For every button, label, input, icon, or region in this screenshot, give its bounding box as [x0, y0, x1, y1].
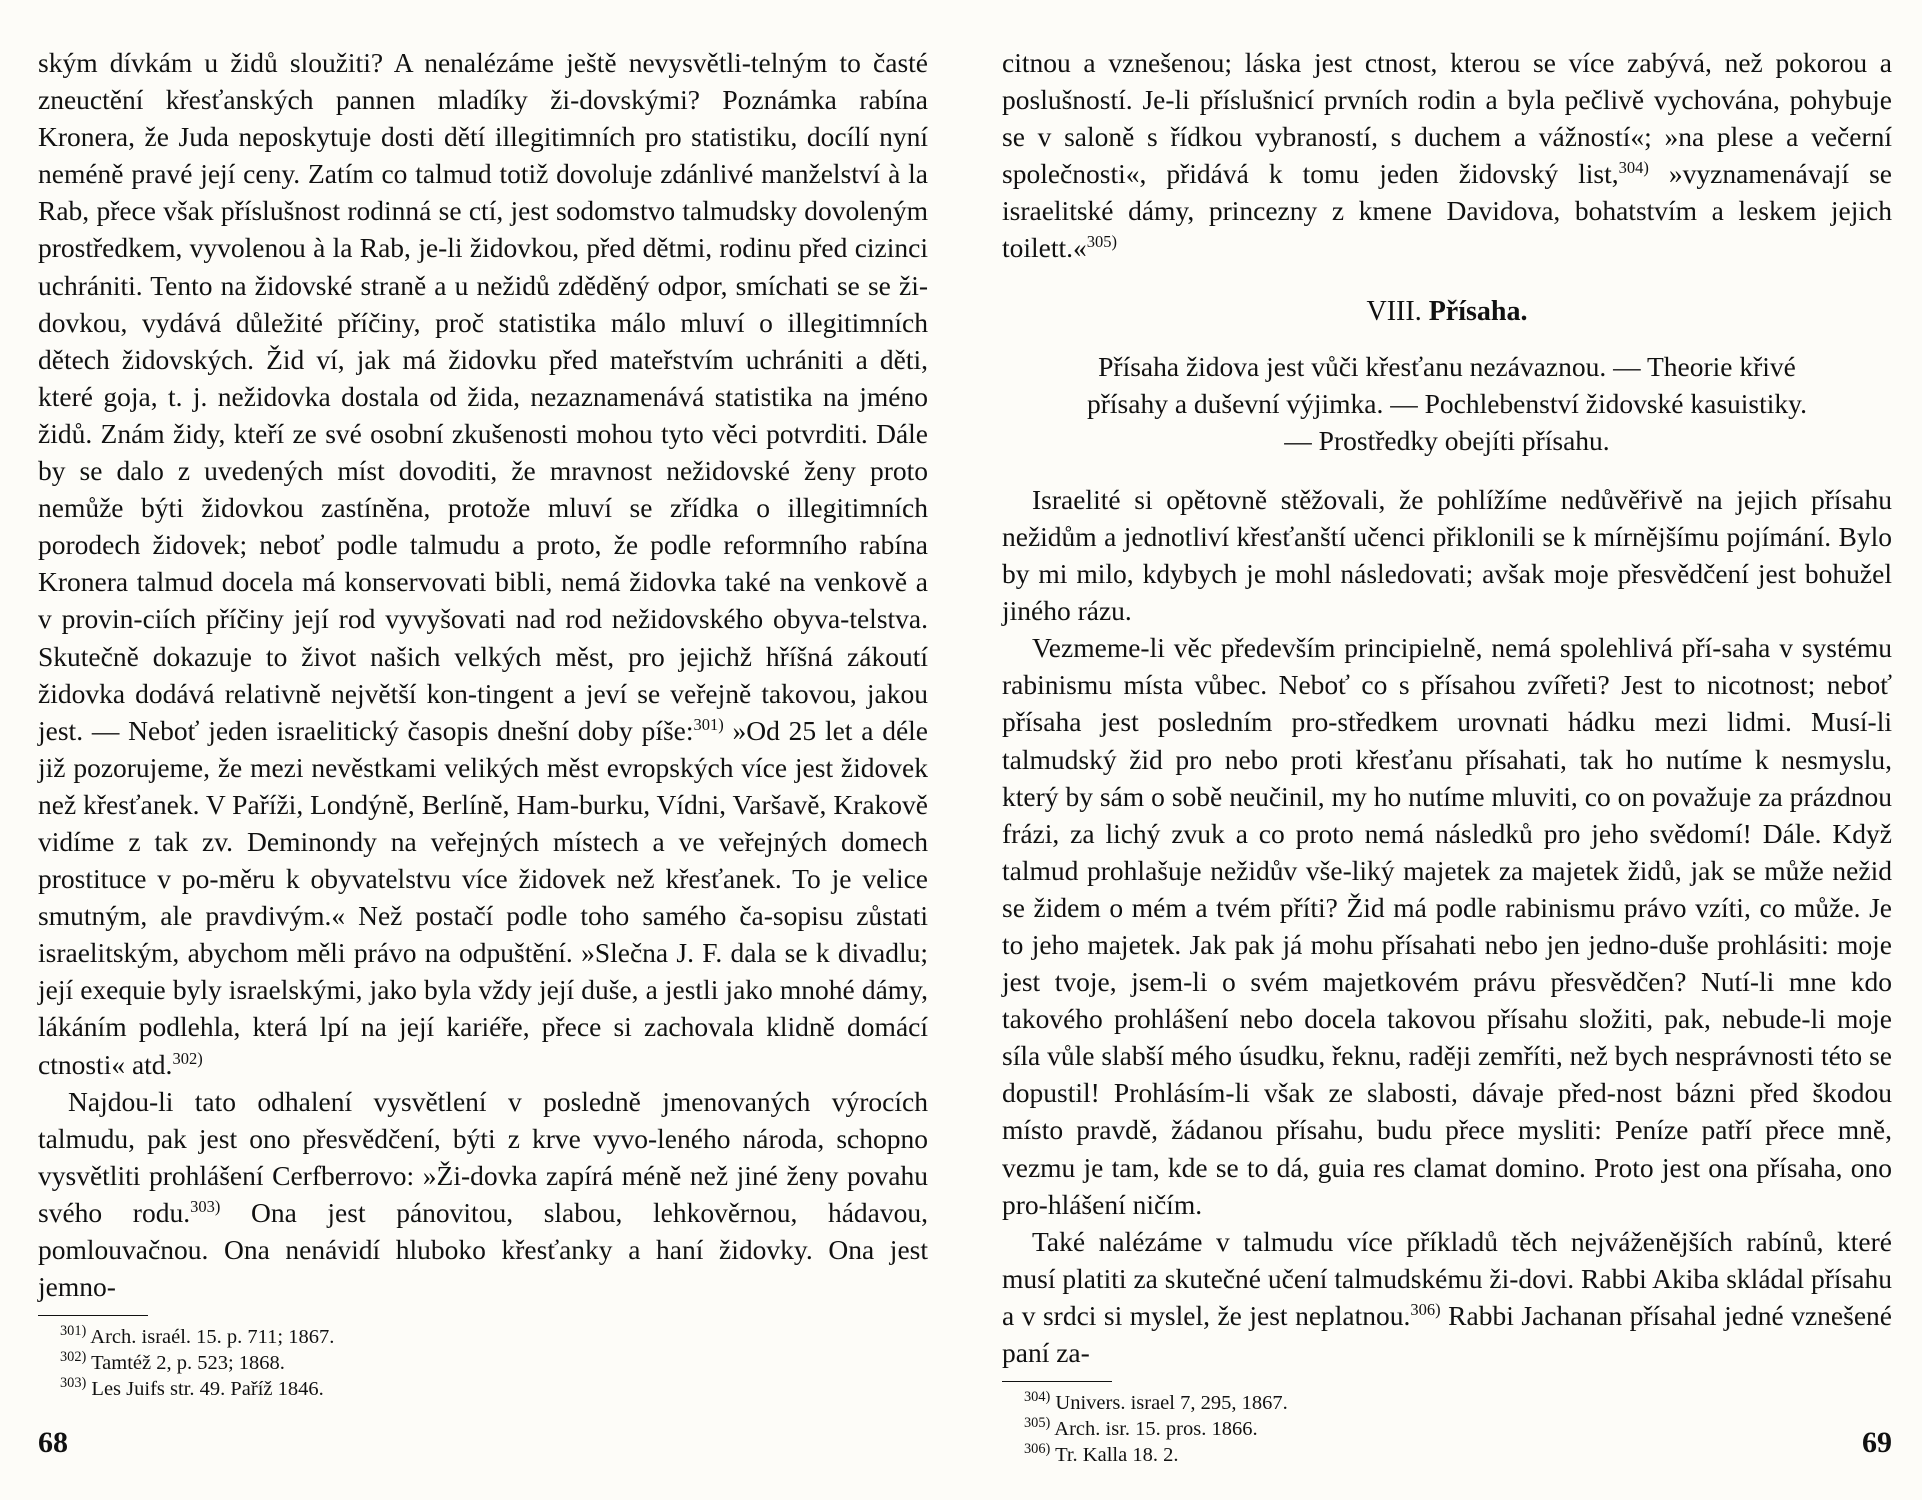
- summary-line: Přísaha židova jest vůči křesťanu nezávaznou. — Theorie křivé: [1098, 350, 1796, 382]
- footnote-ref: 301): [693, 714, 724, 734]
- footnote-text: Arch. isr. 15. pros. 1866.: [1054, 1418, 1258, 1441]
- paragraph: [38, 1083, 928, 1306]
- footnote-ref: 304): [1618, 158, 1649, 178]
- right-text-body: [1002, 481, 1892, 1371]
- paragraph: [1002, 1223, 1892, 1371]
- text-run: »vyznamenávají se israelitské dámy, princezny z kmene Davidova, bohatstvím a leskem jejich toilett.«: [1002, 158, 1892, 264]
- footnote-number: 306): [1024, 1441, 1051, 1458]
- text-run: Israelité si opětovně stěžovali, že pohlížíme nedůvěřivě na jejich přísahu nežidům a jednotliví křesťanští učenci přiklonili se k mírnějšímu pojímání. Bylo by mi milo, kdybych je mohl následovati; avšak moje přesvědčení jest bohužel jiného rázu.: [1002, 483, 1892, 627]
- footnote: [1002, 1390, 1892, 1416]
- footnote-ref: 302): [172, 1048, 203, 1068]
- footnote-text: Arch. israél. 15. p. 711; 1867.: [90, 1326, 335, 1349]
- summary-line: — Prostředky obejíti přísahu.: [1284, 424, 1610, 456]
- footnote-ref: 303): [190, 1196, 221, 1216]
- text-run: »Od 25 let a déle již pozorujeme, že mezi nevěstkami velikých měst evropských více jest židovek než křesťanek. V Paříži, Londýně, Berlíně, Ham-burku, Vídni, Varšavě, Krakově vidíme z tak zv. Deminondy na veřejných místech a ve veřejných domech prostituce v po-měru k obyvatelstvu více židovek než křesťanek. To je velice smutným, ale pravdivým.« Než postačí podle toho samého ča-sopisu zůstati israelitským, abychom měli právo na odpuštění. »Slečna J. F. dala se k divadlu; její exequie byly israelskými, jako byla vždy její duše, a jestli jako mnohé dámy, lákáním podlehla, která lpí na její kariéře, přece si zachovala klidně domácí ctnosti« atd.: [38, 714, 928, 1080]
- footnote-rule: [38, 1315, 148, 1316]
- page-number-right: 69: [1862, 1426, 1892, 1459]
- footnote-text: Les Juifs str. 49. Paříž 1846.: [91, 1378, 324, 1401]
- footnote-number: 303): [60, 1375, 87, 1392]
- text-run: Ona jest pánovitou, slabou, lehkověrnou, hádavou, pomlouvačnou. Ona nenávidí hluboko křesťanky a haní židovky. Ona jest jemno-: [38, 1196, 928, 1303]
- summary-line: přísahy a duševní výjimka. — Pochlebenství židovské kasuistiky.: [1087, 387, 1807, 419]
- footnote: [38, 1350, 928, 1376]
- footnote: [1002, 1416, 1892, 1442]
- text-run: ským dívkám u židů sloužiti? A nenalézáme ještě nevysvětli-telným to časté zneuctění křesťanských pannen mladíky ži-dovskými? Poznámka rabína Kronera, že Juda neposkytuje dosti dětí illegitimních pro statistiku, docílí nyní neméně pravé její ceny. Zatím co talmud totiž dovoluje zdánlivé manželství à la Rab, přece však příslušnost rodinná se ctí, jest sodomstvo talmudsky dovoleným prostředkem, vyvolenou à la Rab, je-li židovkou, před dětmi, rodinu před cizinci uchrániti. Tento na židovské straně a u nežidů zděděný odpor, smíchati se se ži-dovkou, vydává důležité příčiny, proč statistika málo mluví o illegitimních dětech židovských. Žid ví, jak má židovku před mateřstvím uchrániti a děti, které goja, t. j. nežidovka dostala od žida, nezaznamenává statistika na jméno židů. Znám židy, kteří ze své osobní zkušenosti mohou tyto věci potvrditi. Dále by se dalo z uvedených míst dovoditi, že mravnost nežidovské ženy proto nemůže býti židovkou zastíněna, protože mluví se zřídka o illegitimních porodech židovek; neboť podle talmudu a proto, že podle reformního rabína Kronera talmud docela má konservovati bibli, nemá židovka také na venkově a v provin-ciích příčiny její rod vyvyšovati nad rod nežidovského obyva-telstva. Skutečně dokazuje to život našich velkých měst, pro jejichž hříšná zákoutí židovka dodává relativně největší kon-tingent a jeví se veřejně takovou, jakou jest. — Neboť jeden israelitický časopis dnešní doby píše:: [38, 47, 928, 746]
- footnote-text: Tr. Kalla 18. 2.: [1055, 1444, 1179, 1467]
- footnote-ref: 305): [1086, 232, 1118, 252]
- footnote-number: 301): [60, 1323, 87, 1340]
- paragraph: [1002, 44, 1892, 267]
- left-text-body: [38, 44, 928, 1305]
- text-run: citnou a vznešenou; láska jest ctnost, kterou se více zabývá, než pokorou a poslušností. Je-li příslušnicí prvních rodin a byla pečlivě vychována, pohybuje se v saloně s řídkou vybraností, s duchem a vážností«; »na plese a večerní společnosti«, přidává k tomu jeden židovský list,: [1002, 47, 1892, 190]
- text-run: Najdou-li tato odhalení vysvětlení v posledně jmenovaných výrocích talmudu, pak jest ono přesvědčení, býti z krve vyvo-leného národa, schopno vysvětliti prohlášení Cerfberrovo: »Ži-dovka zapírá méně než jiné ženy povahu svého rodu.: [38, 1085, 928, 1228]
- footnote: [38, 1376, 928, 1402]
- page-number-left: 68: [38, 1426, 68, 1459]
- paragraph: [1002, 629, 1892, 1223]
- right-page: [1002, 44, 1892, 1468]
- text-run: Také nalézáme v talmudu více příkladů těch nejváženějších rabínů, které musí platiti za skutečné učení talmudskému ži-dovi. Rabbi Akiba skládal přísahu a v srdci si myslel, že jest neplatnou.: [1002, 1225, 1892, 1331]
- text-run: Vezmeme-li věc především principielně, nemá spolehlivá pří-saha v systému rabinismu místa vůbec. Neboť co s přísahou zvířeti? Jest to nicotnost; neboť přísaha jest posledním pro-středkem urovnati hádku mezi lidmi. Musí-li talmudský žid pro nebo proti křesťanu přísahati, tak ho nutíme k nesmyslu, který by sám o sobě neučinil, my ho nutíme mluviti, co on považuje za prázdnou frázi, za lichý zvuk a co proto nemá následků pro jeho svědomí! Dále. Když talmud prohlašuje nežidův vše-liký majetek za majetek židů, jak se může nežid se židem o mém a tvém příti? Žid má podle rabinismu právo vzíti, co může. Je to jeho majetek. Jak pak já mohu přísahati nebo jen jedno-duše prohlásiti: moje jest tvoje, jsem-li o svém majetkovém právu přesvědčen? Nutí-li mne kdo takového prohlášení nebo docela takovou přísahu složiti, pak, nebude-li moje síla vůle slabší mého úsudku, řeknu, raději zemříti, než bych nesprávnosti této se dopustil! Prohlásím-li však ze slabosti, dávaje před-nost bázni před škodou místo pravdě, žádanou přísahu, budu přece mysliti: Peníze patří přece mně, vezmu je tam, kde se to dá, guia res clamat domino. Proto jest ona přísaha, ono pro-hlášení ničím.: [1002, 632, 1892, 1220]
- paragraph: [38, 44, 928, 1083]
- footnote-text: Univers. israel 7, 295, 1867.: [1055, 1392, 1288, 1415]
- footnote-number: 302): [60, 1349, 87, 1366]
- right-top-paragraph: [1002, 44, 1892, 267]
- left-page: [38, 44, 928, 1402]
- footnote-rule: [1002, 1381, 1112, 1382]
- footnote: [38, 1324, 928, 1350]
- footnote-text: Tamtéž 2, p. 523; 1868.: [91, 1352, 285, 1375]
- right-footnotes: [1002, 1390, 1892, 1468]
- footnote-ref: 306): [1410, 1299, 1441, 1319]
- footnote: [1002, 1442, 1892, 1468]
- chapter-summary: [1002, 348, 1892, 459]
- chapter-number: VIII.: [1366, 295, 1422, 327]
- paragraph: [1002, 481, 1892, 629]
- chapter-heading: [1002, 293, 1892, 330]
- chapter-title: Přísaha.: [1428, 295, 1528, 327]
- footnote-number: 304): [1024, 1389, 1051, 1406]
- footnote-number: 305): [1024, 1415, 1051, 1432]
- left-footnotes: [38, 1324, 928, 1402]
- text-run: Rabbi Jachanan přísahal jedné vznešené paní za-: [1002, 1299, 1892, 1368]
